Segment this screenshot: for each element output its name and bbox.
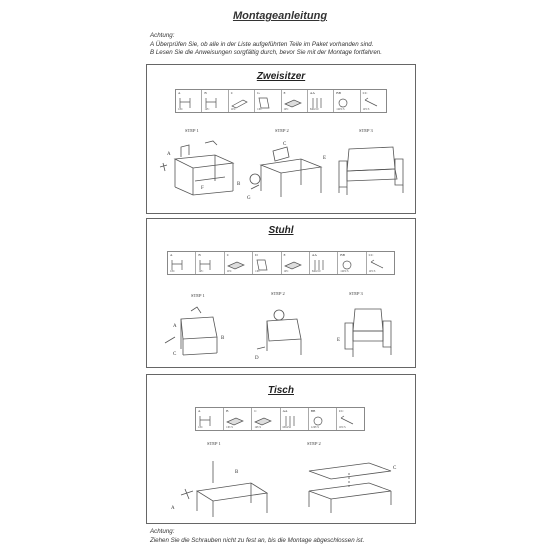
part-qty: 1PC	[255, 269, 261, 273]
part-cell	[229, 90, 255, 112]
page-title: Montageanleitung	[232, 10, 328, 22]
part-qty: 12PCS	[340, 269, 349, 273]
part-cell	[202, 90, 228, 112]
part-cell	[338, 252, 366, 274]
label-g: G	[247, 196, 251, 201]
step-label: STEP 3	[349, 291, 363, 296]
part-qty: M6x50	[282, 425, 292, 429]
part-letter: AA	[311, 253, 317, 257]
part-qty: 1PC	[204, 107, 210, 111]
label-c: C	[283, 142, 287, 147]
part-cell	[282, 252, 310, 274]
part-letter: BB	[336, 91, 341, 95]
part-letter: E	[283, 91, 286, 95]
step-label: STEP 1	[191, 293, 205, 298]
step-label: STEP 1	[207, 441, 221, 446]
label-e: E	[337, 338, 341, 343]
part-letter: G	[257, 91, 260, 95]
part-letter: D	[255, 253, 258, 257]
note-label: Achtung:	[150, 32, 175, 39]
part-qty: 1PC	[178, 107, 184, 111]
parts-list	[175, 89, 387, 113]
part-qty: 12PCS	[336, 107, 345, 111]
part-letter: CC	[362, 91, 368, 95]
part-letter: AA	[282, 409, 288, 413]
label-b: B	[221, 336, 225, 341]
part-cell	[252, 408, 280, 430]
label-b: B	[237, 182, 241, 187]
label-a: A	[171, 506, 175, 511]
part-letter: A	[170, 253, 173, 257]
step2-illustration	[283, 451, 409, 519]
section-zweisitzer	[146, 64, 416, 214]
part-qty: M6x50	[311, 269, 321, 273]
note-line: Ziehen Sie die Schrauben nicht zu fest an, bis die Montage abgeschlossen ist.	[150, 536, 365, 544]
step-label: STEP 2	[307, 441, 321, 446]
part-cell	[196, 408, 224, 430]
part-qty: 1PCS	[226, 425, 234, 429]
section-stuhl	[146, 218, 416, 368]
label-f: F	[201, 186, 204, 191]
part-qty: 1PC	[170, 269, 176, 273]
step1-illustration	[155, 137, 245, 205]
part-cell	[309, 408, 337, 430]
label-c: C	[173, 352, 177, 357]
part-cell	[361, 90, 386, 112]
part-letter: E	[283, 253, 286, 257]
part-qty: 1PC	[283, 269, 289, 273]
part-cell	[281, 408, 309, 430]
footer-note	[150, 528, 450, 545]
note-label: Achtung:	[150, 528, 175, 535]
part-letter: C	[230, 91, 234, 95]
part-letter: A	[178, 91, 181, 95]
part-letter: C	[254, 409, 257, 413]
parts-list	[195, 407, 365, 431]
label-a: A	[173, 324, 177, 329]
label-a: A	[167, 152, 171, 157]
part-letter: A	[198, 409, 201, 413]
label-d: D	[255, 356, 259, 361]
step1-illustration	[157, 303, 243, 363]
section-title: Tisch	[268, 385, 294, 396]
part-cell	[168, 252, 196, 274]
label-b: B	[235, 470, 239, 475]
part-cell	[196, 252, 224, 274]
part-cell	[224, 408, 252, 430]
note-line-a: A Überprüfen Sie, ob alle in der Liste aufgeführten Teile im Paket vorhanden sind.	[150, 40, 374, 48]
part-letter: B	[204, 91, 207, 95]
chair-illustration	[333, 303, 403, 363]
part-letter: CC	[368, 253, 374, 257]
note-line-b: B Lesen Sie die Anweisungen sorgfältig durch, bevor Sie mit der Montage fortfahren.	[150, 49, 382, 56]
part-qty: M6x50	[309, 107, 319, 111]
part-letter: AA	[309, 91, 315, 95]
part-qty: 1PCS	[254, 425, 262, 429]
part-qty: 1PCS	[362, 107, 370, 111]
part-letter: B	[198, 253, 201, 257]
step2-illustration	[243, 137, 333, 205]
part-cell	[334, 90, 360, 112]
part-qty: 1PC	[230, 107, 236, 111]
part-qty: 1PC	[283, 107, 289, 111]
part-qty: 12PCS	[310, 425, 320, 429]
step-label: STEP 1	[185, 128, 199, 133]
part-cell	[308, 90, 334, 112]
part-letter: BB	[340, 253, 345, 257]
label-e: E	[323, 156, 327, 161]
section-title: Stuhl	[268, 225, 294, 236]
step2-illustration	[245, 303, 325, 363]
section-tisch	[146, 374, 416, 524]
part-letter: BB	[310, 409, 316, 413]
part-cell	[282, 90, 308, 112]
part-qty: 1PCS	[368, 269, 376, 273]
step1-illustration	[167, 451, 277, 519]
part-letter: C	[226, 253, 230, 257]
part-cell	[367, 252, 394, 274]
header-note	[150, 32, 450, 58]
part-qty: 1PCS	[338, 425, 346, 429]
part-qty: 1PC	[257, 107, 263, 111]
part-cell	[253, 252, 281, 274]
step-label: STEP 2	[275, 128, 289, 133]
part-cell	[225, 252, 253, 274]
part-letter: CC	[338, 409, 344, 413]
part-qty: 1PC	[198, 269, 204, 273]
section-title: Zweisitzer	[256, 71, 306, 82]
part-letter: B	[226, 409, 229, 413]
part-cell	[310, 252, 338, 274]
label-c: C	[393, 466, 397, 471]
part-cell	[176, 90, 202, 112]
loveseat-illustration	[333, 139, 409, 205]
step-label: STEP 2	[271, 291, 285, 296]
step-label: STEP 3	[359, 128, 373, 133]
part-cell	[255, 90, 281, 112]
parts-list	[167, 251, 395, 275]
part-qty: 1PC	[226, 269, 232, 273]
part-qty: 1PC	[198, 425, 204, 429]
part-cell	[337, 408, 364, 430]
